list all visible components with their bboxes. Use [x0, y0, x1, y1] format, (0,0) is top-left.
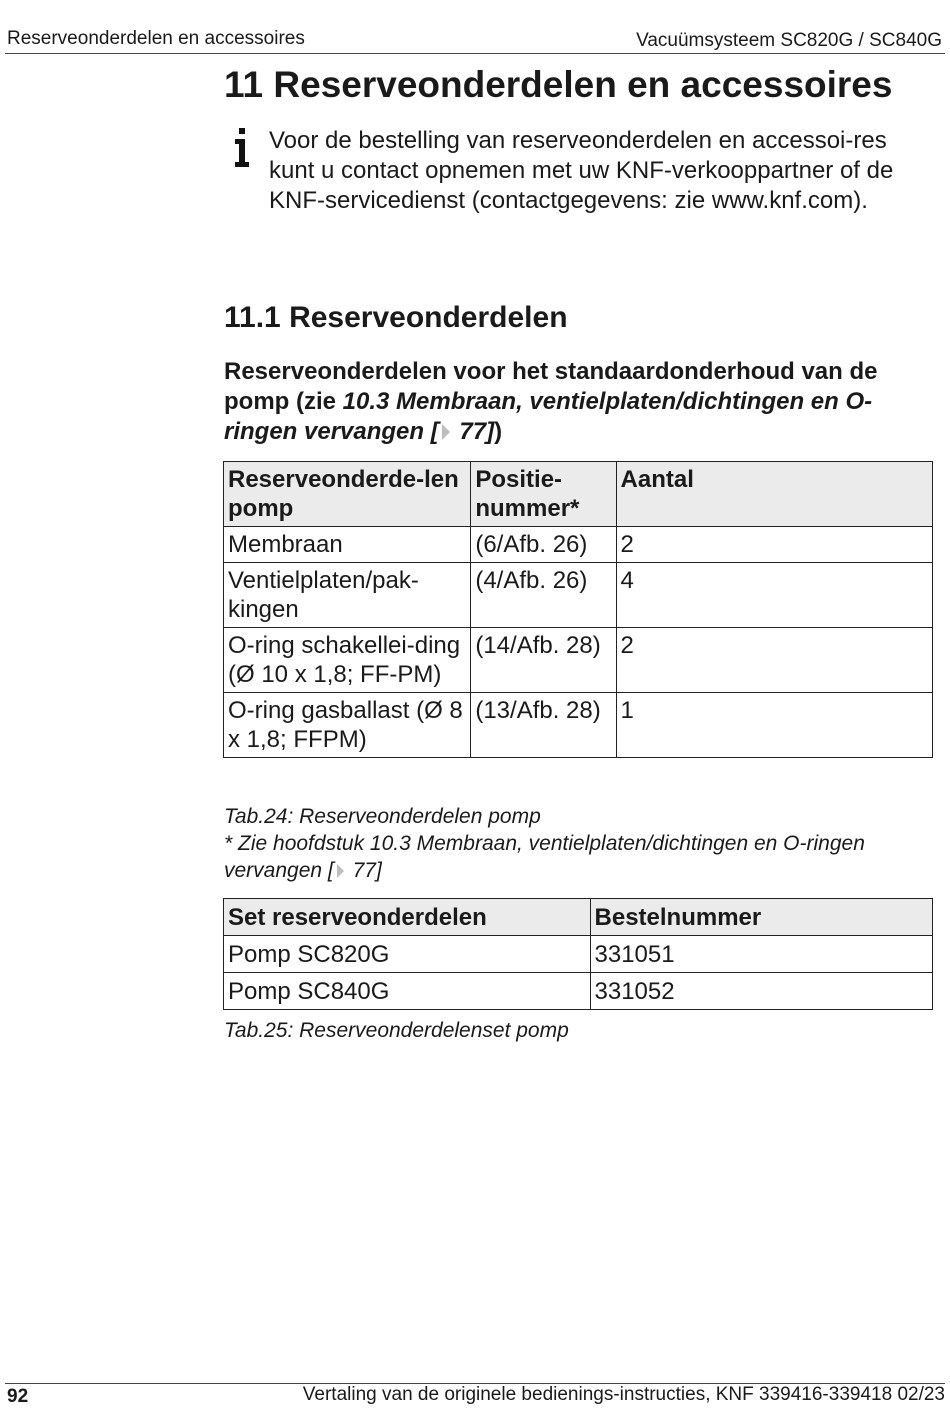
info-note-text: Voor de bestelling van reserveonderdelen en accessoi-res kunt u contact opnemen met uw KNF-verkooppartner of de KNF-servicedienst (contactgegevens: zie www.knf.com).: [269, 127, 894, 214]
part-name-cell: Ventielplaten/pak-kingen: [224, 563, 471, 628]
header-cell: Aantal: [616, 462, 932, 527]
table-row: [224, 527, 933, 563]
spare-parts-table: [223, 461, 933, 758]
table-header-row: [224, 899, 933, 936]
intro-reference-page: 77]: [452, 418, 495, 445]
header-cell: Reserveonderde-len pomp: [224, 462, 471, 527]
quantity-cell: 4: [616, 563, 932, 628]
running-header-section: Reserveonderdelen en accessoires: [7, 28, 305, 49]
spare-parts-set-table: [223, 898, 933, 1010]
footnote-page[interactable]: 77]: [346, 859, 382, 882]
table-row: [224, 973, 933, 1010]
order-number-cell: 331052: [590, 973, 932, 1010]
info-icon: [234, 128, 250, 168]
table-row: [224, 936, 933, 973]
section-title: 11.1 Reserveonderdelen: [224, 301, 568, 334]
position-cell: (14/Afb. 28): [471, 628, 616, 693]
page-number: 92: [7, 1386, 29, 1407]
chapter-title: 11 Reserveonderdelen en accessoires: [224, 64, 893, 105]
header-cell: Positie-nummer*: [471, 462, 616, 527]
order-number-cell: 331051: [590, 936, 932, 973]
table-header-row: [224, 462, 933, 527]
intro-suffix: ): [494, 418, 503, 445]
position-cell: (13/Afb. 28): [471, 693, 616, 758]
footnote-text: * Zie hoofdstuk 10.3 Membraan, ventielplaten/dichtingen en O-ringen vervangen [: [224, 832, 865, 882]
part-name-cell: Membraan: [224, 527, 471, 563]
table-caption: Tab.25: Reserveonderdelenset pomp: [224, 1019, 569, 1042]
part-name-cell: O-ring schakellei-ding (Ø 10 x 1,8; FF-PM): [224, 628, 471, 693]
table-row: [224, 693, 933, 758]
part-name-cell: O-ring gasballast (Ø 8 x 1,8; FFPM): [224, 693, 471, 758]
table-row: [224, 628, 933, 693]
intro-reference-text: 10.3 Membraan, ventielplaten/dichtingen en O-ringen vervangen [: [224, 388, 873, 445]
intro-paragraph: [224, 357, 932, 447]
page-arrow-icon: [442, 424, 450, 440]
header-rule: [5, 53, 945, 54]
position-cell: (6/Afb. 26): [471, 527, 616, 563]
quantity-cell: 2: [616, 527, 932, 563]
running-header-product: Vacuümsysteem SC820G / SC840G: [636, 30, 942, 51]
set-name-cell: Pomp SC840G: [224, 973, 591, 1010]
table-caption: Tab.24: Reserveonderdelen pomp: [224, 805, 541, 828]
table-row: [224, 563, 933, 628]
page-arrow-icon: [337, 864, 344, 878]
table-footnote: [224, 830, 936, 884]
quantity-cell: 2: [616, 628, 932, 693]
set-name-cell: Pomp SC820G: [224, 936, 591, 973]
quantity-cell: 1: [616, 693, 932, 758]
header-cell: Set reserveonderdelen: [224, 899, 591, 936]
intro-prefix: Reserveonderdelen voor het standaardonderhoud van de pomp (zie: [224, 358, 878, 415]
header-cell: Bestelnummer: [590, 899, 932, 936]
footer-text: Vertaling van de originele bedienings-instructies, KNF 339416-339418 02/23: [302, 1384, 945, 1405]
position-cell: (4/Afb. 26): [471, 563, 616, 628]
